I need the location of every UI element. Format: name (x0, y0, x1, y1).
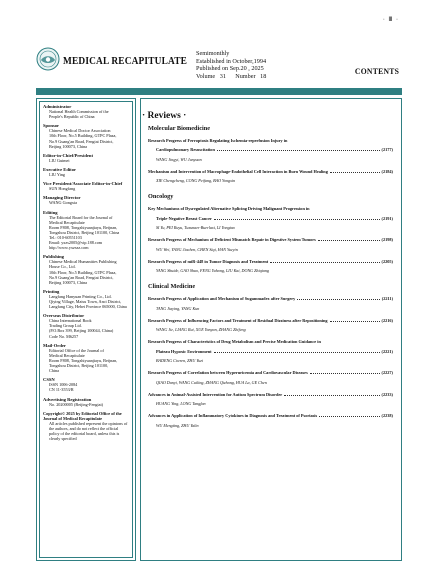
article-authors: BADENG Ciwren, ZHU Yuzi (156, 358, 204, 364)
toc-entry[interactable] (148, 392, 393, 407)
contents-label: CONTENTS (354, 66, 399, 76)
advertising-label: Advertising Registration (43, 396, 92, 402)
article-authors: HUANG Ying, LONG Tangfan (156, 401, 206, 407)
printing-line: Qiying Village, Maisu Town, Anci District, (49, 299, 122, 304)
reviews-heading: · Reviews · (142, 111, 187, 121)
page-folio: · Ⅲ · (382, 17, 399, 23)
vice-president-label: Vice President/Associate Editor-in-Chief (43, 181, 123, 187)
printing-line: Langfang Hanyuan Printing Co., Ltd. (49, 293, 112, 299)
article-authors: WU Wei, YANG Jiachen, CHEN Siqi, HAN Yueyin (156, 246, 238, 252)
administrator-line: People's Republic of China (49, 114, 95, 120)
sponsor-label: Sponsor (43, 123, 60, 129)
issue-info (196, 50, 266, 80)
page-number: (2211) (381, 296, 393, 302)
article-authors: SI Yu, PEI Ruyu, Tuxunaer·Buerlaxi, LI Yongtao (156, 225, 235, 231)
mail-order-line: China (49, 368, 60, 374)
issue-volume: Volume 31 Number 18 (196, 72, 267, 80)
article-title[interactable]: Advances in Application of Inflammatory Cytokines in Diagnosis and Treatment of Psoriasis (148, 413, 318, 419)
page-number: (2184) (381, 168, 393, 174)
dot-leader (319, 415, 379, 417)
section-heading-molecular-biomedicine: Molecular Biomedicine (148, 125, 211, 132)
administrator-line: National Health Commission of the (49, 109, 109, 115)
masthead-content (39, 101, 133, 558)
sponsor-line: Chinese Medical Doctor Association (49, 128, 111, 134)
page-number: (2205) (381, 258, 393, 264)
header-rule (36, 88, 402, 95)
page-number: (2238) (381, 413, 393, 419)
overseas-distributor-line: Trading Group Ltd. (49, 323, 82, 329)
dot-leader (297, 298, 379, 300)
article-title[interactable]: Advances in Animal-Assisted Intervention for Autism Spectrum Disorder (148, 391, 283, 397)
article-title[interactable]: Research Progress of Influencing Factors and Treatment of Residual Dizziness after Repositioning (148, 317, 328, 323)
administrator-label: Administrator (43, 104, 72, 109)
toc-entry[interactable] (148, 206, 393, 230)
editing-line: Tongzhou District, Beijing 101100, China (49, 229, 120, 235)
article-title-continued[interactable]: Plateau Hypoxic Environment (156, 348, 212, 354)
copyright-heading: Copyright© 2025 by Editorial Office of the Journal of Medical Recapitulate (43, 410, 122, 421)
mail-order-line: Room F808, Tongzhiyuanjiayu, Beijnan, (49, 357, 118, 363)
sponsor-line: No.9 Guang'an Road, Fengtai District, (49, 138, 114, 144)
article-title-continued[interactable]: Cardiopulmonary Resuscitation (156, 147, 215, 153)
printing-line: Langfang City, Hebei Province 065000, China (49, 304, 127, 310)
toc-entry[interactable] (148, 339, 393, 363)
publishing-line: No.9 Guang'an Road, Fengtai District, (49, 274, 114, 280)
copyright-text: All articles published represent the opinions of the authors, and do not reflect the official policy of the editorial board, unless this is clearly specified (49, 420, 128, 442)
journal-title: MEDICAL RECAPITULATE (63, 55, 188, 67)
overseas-distributor-line: (P.O.Box 399, Beijing 100044, China) (49, 328, 114, 334)
executive-editor-label: Executive Editor (43, 166, 77, 172)
publishing-line: 10th Floor, No.5 Building, GTPC Plaza, (49, 269, 117, 275)
article-authors: YANG Shuide, GAO Shuo, FENG Yuhong, LIU Kai, DONG Zhiqiang (156, 268, 269, 274)
dot-leader (270, 261, 379, 263)
editing-line: The Editorial Board for the Journal of (49, 214, 113, 220)
dot-leader (214, 351, 380, 353)
journal-logo-icon (36, 47, 60, 71)
publishing-label: Publishing (43, 254, 64, 260)
dot-leader (310, 372, 380, 374)
dot-leader (318, 239, 380, 241)
issue-frequency: Semimonthly (196, 50, 230, 57)
sponsor-line: Beijing 100073, China (49, 143, 88, 149)
article-title[interactable]: Research Progress of Mechanism of Deficient Mismatch Repair in Digestive System Tumors (148, 237, 316, 243)
managing-director-name: WANG Gongxia (49, 200, 78, 206)
article-authors: WANG Jie, LIANG Rui, XUE Yanyan, ZHANG Zhifeng (156, 327, 246, 333)
mail-order-line: Medical Recapitulate (49, 352, 85, 358)
mail-order-line: Editorial Office of the Journal of (49, 347, 104, 353)
advertising-number: No. 20200005 (Beijing-Fengtai) (49, 401, 104, 407)
masthead-sidebar (36, 98, 136, 561)
editing-phone: Tel.: 010-60551103 (49, 234, 82, 240)
editing-website: http://www.yxzszz.com (49, 245, 89, 251)
overseas-distributor-label: Overseas Distributor (43, 313, 85, 319)
page-number: (2227) (381, 370, 393, 376)
contents-panel (140, 98, 402, 561)
article-title[interactable]: Mechanism and Intervention of Macrophage-Endothelial Cell Interaction in Burn Wound Healing (148, 168, 328, 174)
toc-entry[interactable] (148, 169, 393, 184)
mail-order-label: Mail-Order (43, 342, 66, 348)
article-authors: WANG Jingyi, WU Junyuan (156, 156, 202, 162)
section-heading-clinical-medicine: Clinical Medicine (148, 283, 196, 291)
article-title-continued[interactable]: Triple-Negative Breast Cancer (156, 215, 212, 221)
editing-line: Medical Recapitulate (49, 219, 85, 225)
article-authors: QIAO Danyi, WANG Cuiling, ZHANG Qizhong, HUA La, GE Chen (156, 379, 267, 385)
toc-entry[interactable] (148, 259, 393, 274)
publishing-line: House Co., Ltd. (49, 264, 76, 270)
dot-leader (284, 394, 379, 396)
overseas-distributor-line: China International Book (49, 318, 92, 324)
editing-email: Email: yxzs2005@vip.188.com (49, 240, 103, 246)
article-title[interactable]: Research Progress of miR-448 in Tumor Diagnosis and Treatment (148, 258, 269, 264)
managing-director-label: Managing Director (43, 195, 81, 201)
page-number: (2198) (381, 237, 393, 243)
toc-entry[interactable] (148, 296, 393, 311)
issn-number: ISSN 1006-2084 (49, 382, 78, 388)
article-title[interactable]: Research Progress of Correlation between Hyperuricemia and Cardiovascular Diseases (148, 370, 308, 376)
toc-entry[interactable] (148, 237, 393, 252)
toc-entry[interactable] (148, 413, 393, 428)
article-authors: XIE Chengcheng, CONG Peifang, BAO Yongxin (156, 178, 236, 184)
section-heading-oncology: Oncology (148, 193, 174, 201)
contents-list (142, 111, 393, 435)
issue-established: Established in October,1994 (196, 57, 267, 65)
toc-entry[interactable] (148, 138, 393, 162)
editor-in-chief-name: LIU Guimei (49, 157, 70, 163)
toc-entry[interactable] (148, 370, 393, 385)
editing-line: Room F808, Tongzhiyuanjiayu, Beijnan, (49, 224, 118, 230)
page-number: (2177) (381, 147, 393, 153)
page-number: (2191) (381, 215, 393, 221)
dot-leader (330, 320, 380, 322)
executive-editor-name: LIU Ying (49, 172, 66, 178)
article-title[interactable]: Research Progress of Ferroptosis Regulating Ischemia-reperfusion Injury in (148, 138, 288, 143)
csn-label: CSSN (43, 377, 55, 383)
cn-number: CN 11-3553/R (49, 387, 74, 393)
editor-in-chief-label: Editor-in-Chief/President (43, 152, 94, 158)
publishing-line: Beijing 100073, China (49, 279, 88, 285)
issue-published: Published on Sep.20 , 2025 (196, 65, 264, 73)
dot-leader (214, 218, 380, 220)
overseas-distributor-line: Code No. M6257 (49, 333, 79, 339)
dot-leader (217, 149, 380, 151)
sponsor-line: 10th Floor, No.5 Building, GTPC Plaza, (49, 133, 117, 139)
article-title[interactable]: Key Mechanisms of Dysregulated Alternative Splicing Driving Malignant Progression in (148, 206, 310, 212)
page-number: (2221) (381, 348, 393, 354)
page-number: (2233) (381, 391, 393, 397)
article-title[interactable]: Research Progress of Application and Mechanism of Sugammadex after Surgery (148, 296, 296, 302)
toc-entry[interactable] (148, 318, 393, 333)
article-authors: TANG Jiaying, YANG Kun (156, 305, 200, 311)
editing-label: Editing (43, 209, 58, 215)
dot-leader (330, 171, 380, 173)
vice-president-name: SUN Hongfang (49, 186, 76, 192)
mail-order-line: Tongzhou District, Beijing 101100, (49, 363, 109, 369)
article-title[interactable]: Research Progress of Characteristics of Drug Metabolism and Precise Medication Guidance in (148, 339, 321, 345)
article-authors: WU Mengting, ZHU Yalin (156, 422, 199, 428)
publishing-line: Chinese Medical Humanities Publishing (49, 259, 117, 265)
printing-label: Printing (43, 288, 60, 294)
page-number: (2216) (381, 317, 393, 323)
